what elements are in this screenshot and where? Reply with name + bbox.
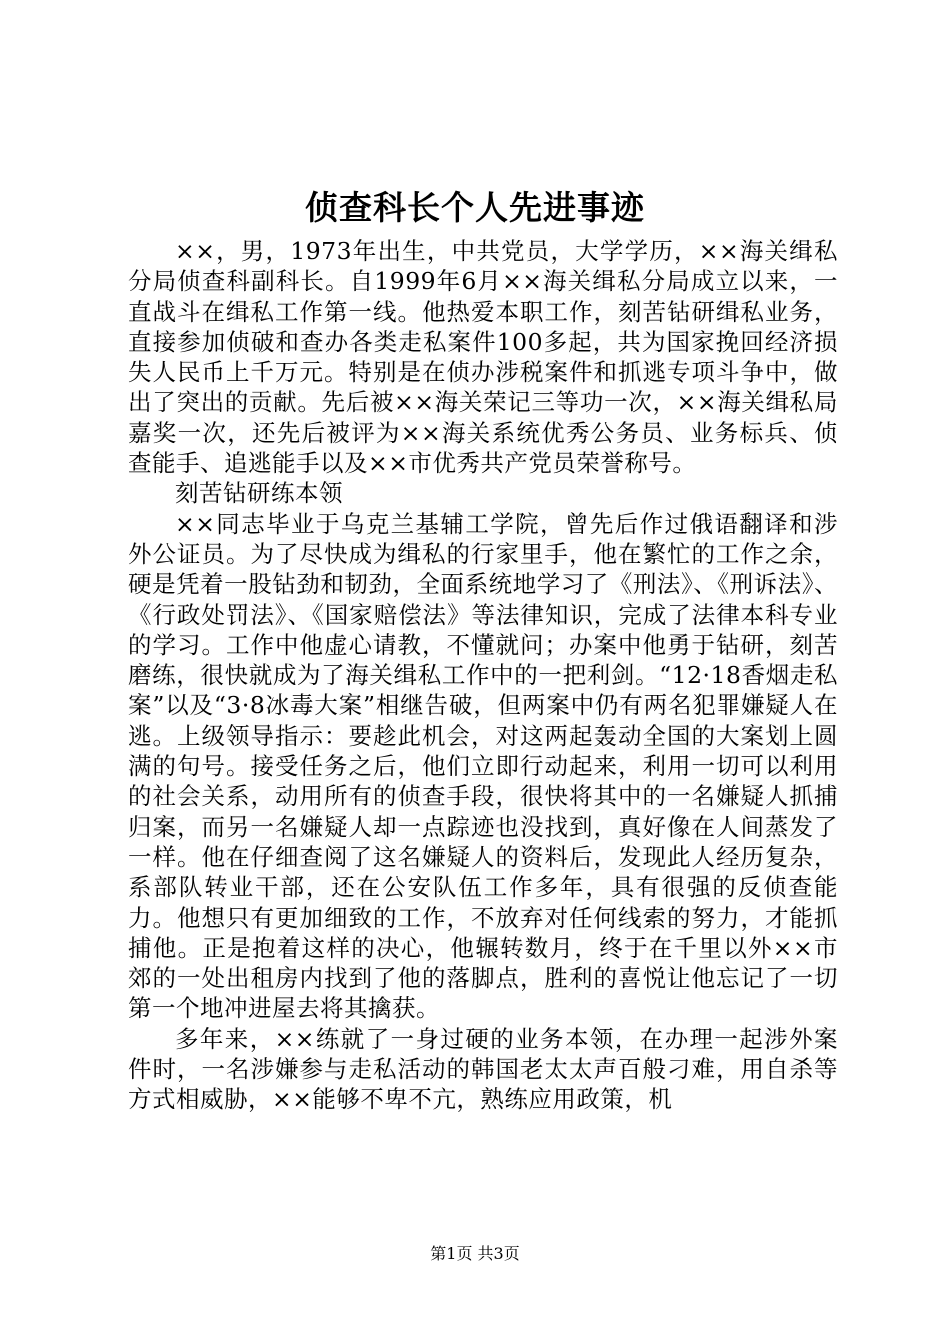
paragraph-intro: ××，男，1973年出生，中共党员，大学学历，××海关缉私分局侦查科副科长。自1999年6月××海关缉私分局成立以来，一直战斗在缉私工作第一线。他热爱本职工作，刻苦钻研缉私业务，直接参加侦破和查办各类走私案件100多起，共为国家挽回经济损失人民币上千万元。特别是在侦办涉税案件和抓逃专项斗争中，做出了突出的贡献。先后被××海关荣记三等功一次，××海关缉私局嘉奖一次，还先后被评为××海关系统优秀公务员、业务标兵、侦查能手、追逃能手以及××市优秀共产党员荣誉称号。 [128,237,838,478]
document-body [128,236,838,1115]
section-heading: 刻苦钻研练本领 [175,479,343,508]
paragraph-study: ××同志毕业于乌克兰基辅工学院，曾先后作过俄语翻译和涉外公证员。为了尽快成为缉私的行家里手，他在繁忙的工作之余，硬是凭着一股钻劲和韧劲，全面系统地学习了《刑法》、《刑诉法》、《行政处罚法》、《国家赔偿法》等法律知识，完成了法律本科专业的学习。工作中他虚心请教，不懂就问；办案中他勇于钻研，刻苦磨练，很快就成为了海关缉私工作中的一把利剑。“12·18香烟走私案”以及“3·8冰毒大案”相继告破，但两案中仍有两名犯罪嫌疑人在逃。上级领导指示：要趁此机会，对这两起轰动全国的大案划上圆满的句号。接受任务之后，他们立即行动起来，利用一切可以利用的社会关系，动用所有的侦查手段，很快将其中的一名嫌疑人抓捕归案，而另一名嫌疑人却一点踪迹也没找到，真好像在人间蒸发了一样。他在仔细查阅了这名嫌疑人的资料后，发现此人经历复杂，系部队转业干部，还在公安队伍工作多年，具有很强的反侦查能力。他想只有更加细致的工作，不放弃对任何线索的努力，才能抓捕他。正是抱着这样的决心，他辗转数月，终于在千里以外××市郊的一处出租房内找到了他的落脚点，胜利的喜悦让他忘记了一切第一个地冲进屋去将其擒获。 [128,509,838,1023]
document-title: 侦查科长个人先进事迹 [305,188,645,227]
page-footer: 第1页 共3页 [430,1244,520,1263]
paragraph-skills: 多年来，××练就了一身过硬的业务本领，在办理一起涉外案件时，一名涉嫌参与走私活动的韩国老太太声百般刁难，用自杀等方式相威胁，××能够不卑不亢，熟练应用政策，机 [128,1024,838,1114]
